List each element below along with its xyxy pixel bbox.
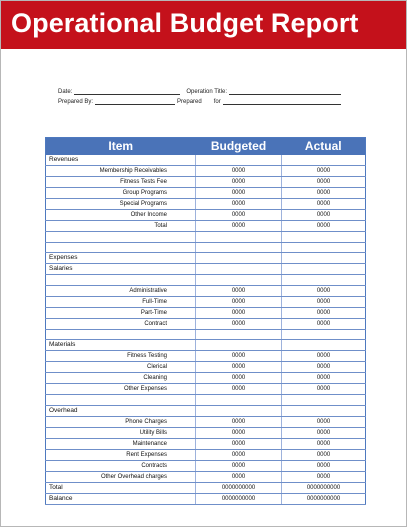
report-form-fields [58, 85, 368, 105]
actual-cell[interactable]: 0000 [282, 384, 366, 395]
table-row [46, 210, 366, 221]
balance-label: Balance [46, 494, 196, 505]
balance-row [46, 494, 366, 505]
budgeted-cell[interactable]: 0000 [196, 417, 282, 428]
form-row-date [58, 85, 368, 95]
table-row [46, 166, 366, 177]
budgeted-cell[interactable]: 0000 [196, 285, 282, 296]
actual-cell[interactable]: 0000 [282, 362, 366, 373]
actual-cell[interactable]: 0000 [282, 417, 366, 428]
actual-cell[interactable]: 0000 [282, 351, 366, 362]
table-row [46, 362, 366, 373]
table-row [46, 351, 366, 362]
date-label: Date: [58, 89, 73, 95]
item-label: Phone Charges [46, 417, 196, 428]
total-row [46, 483, 366, 494]
prepared-by-label: Prepared By: [58, 99, 94, 105]
budgeted-cell[interactable]: 0000 [196, 450, 282, 461]
section-row-expenses [46, 253, 366, 264]
header-budgeted: Budgeted [196, 138, 282, 156]
table-row [46, 177, 366, 188]
table-row [46, 384, 366, 395]
item-label: Special Programs [46, 199, 196, 210]
section-row-revenues [46, 155, 366, 166]
section-row-salaries [46, 264, 366, 275]
item-label: Fitness Tests Fee [46, 177, 196, 188]
item-label: Other Expenses [46, 384, 196, 395]
budgeted-cell[interactable]: 0000 [196, 439, 282, 450]
budgeted-cell[interactable]: 0000 [196, 177, 282, 188]
table-header-row [46, 138, 366, 156]
item-label: Part-Time [46, 307, 196, 318]
budgeted-cell[interactable]: 0000 [196, 384, 282, 395]
budgeted-cell[interactable]: 0000 [196, 472, 282, 483]
budgeted-cell[interactable]: 0000 [196, 188, 282, 199]
actual-cell[interactable]: 0000 [282, 318, 366, 329]
item-label: Other Income [46, 210, 196, 221]
actual-cell[interactable]: 0000 [282, 461, 366, 472]
for-label: for [213, 99, 221, 105]
blank-row [46, 329, 366, 340]
budget-table [45, 137, 366, 505]
item-label: Contract [46, 318, 196, 329]
item-label: Contracts [46, 461, 196, 472]
item-label: Group Programs [46, 188, 196, 199]
prepared-label: Prepared [177, 99, 202, 105]
table-row [46, 318, 366, 329]
table-row [46, 439, 366, 450]
prepared-for-field[interactable] [223, 99, 341, 105]
actual-cell[interactable]: 0000 [282, 199, 366, 210]
budgeted-cell[interactable]: 0000 [196, 428, 282, 439]
budgeted-cell[interactable]: 0000 [196, 166, 282, 177]
prepared-by-field[interactable] [95, 99, 175, 105]
actual-cell[interactable]: 0000 [282, 472, 366, 483]
blank-row [46, 232, 366, 243]
item-label: Cleaning [46, 373, 196, 384]
budgeted-cell[interactable]: 0000 [196, 362, 282, 373]
actual-cell[interactable]: 0000 [282, 188, 366, 199]
table-row [46, 461, 366, 472]
budgeted-cell[interactable]: 0000 [196, 461, 282, 472]
actual-cell[interactable]: 0000 [282, 166, 366, 177]
item-label: Other Overhead charges [46, 472, 196, 483]
budgeted-cell[interactable]: 0000 [196, 373, 282, 384]
table-row [46, 450, 366, 461]
item-label: Maintenance [46, 439, 196, 450]
header-actual: Actual [282, 138, 366, 156]
item-label: Rent Expenses [46, 450, 196, 461]
item-label: Membership Receivables [46, 166, 196, 177]
table-row [46, 428, 366, 439]
budgeted-cell[interactable]: 0000 [196, 221, 282, 232]
table-row [46, 373, 366, 384]
total-actual-cell[interactable]: 0000000000 [282, 483, 366, 494]
operation-title-label: Operation Title: [186, 89, 228, 95]
item-label: Fitness Testing [46, 351, 196, 362]
form-row-prepared [58, 95, 368, 105]
balance-actual-cell[interactable]: 0000000000 [282, 494, 366, 505]
item-label: Utility Bills [46, 428, 196, 439]
actual-cell[interactable]: 0000 [282, 428, 366, 439]
budgeted-cell[interactable]: 0000 [196, 296, 282, 307]
section-row-overhead [46, 406, 366, 417]
actual-cell[interactable]: 0000 [282, 439, 366, 450]
budgeted-cell[interactable]: 0000 [196, 351, 282, 362]
total-budgeted-cell[interactable]: 0000000000 [196, 483, 282, 494]
actual-cell[interactable]: 0000 [282, 285, 366, 296]
balance-budgeted-cell[interactable]: 0000000000 [196, 494, 282, 505]
operation-title-field[interactable] [229, 89, 341, 95]
budgeted-cell[interactable]: 0000 [196, 199, 282, 210]
report-title: Operational Budget Report [1, 1, 406, 49]
table-row [46, 221, 366, 232]
budgeted-cell[interactable]: 0000 [196, 210, 282, 221]
item-label: Administrative [46, 285, 196, 296]
item-label: Clerical [46, 362, 196, 373]
section-label: Revenues [46, 155, 196, 166]
blank-row [46, 395, 366, 406]
section-label: Overhead [46, 406, 196, 417]
actual-cell[interactable]: 0000 [282, 450, 366, 461]
table-row [46, 472, 366, 483]
blank-row [46, 275, 366, 286]
actual-cell[interactable]: 0000 [282, 296, 366, 307]
actual-cell[interactable]: 0000 [282, 210, 366, 221]
table-row [46, 285, 366, 296]
table-row [46, 417, 366, 428]
table-row [46, 307, 366, 318]
header-item: Item [46, 138, 196, 156]
section-label: Salaries [46, 264, 196, 275]
actual-cell[interactable]: 0000 [282, 221, 366, 232]
item-label: Total [46, 221, 196, 232]
table-row [46, 296, 366, 307]
section-row-materials [46, 340, 366, 351]
actual-cell[interactable]: 0000 [282, 373, 366, 384]
actual-cell[interactable]: 0000 [282, 177, 366, 188]
total-label: Total [46, 483, 196, 494]
actual-cell[interactable]: 0000 [282, 307, 366, 318]
section-label: Expenses [46, 253, 196, 264]
table-row [46, 199, 366, 210]
blank-row [46, 242, 366, 253]
item-label: Full-Time [46, 296, 196, 307]
table-row [46, 188, 366, 199]
date-field[interactable] [74, 89, 180, 95]
budgeted-cell[interactable]: 0000 [196, 318, 282, 329]
budgeted-cell[interactable]: 0000 [196, 307, 282, 318]
section-label: Materials [46, 340, 196, 351]
